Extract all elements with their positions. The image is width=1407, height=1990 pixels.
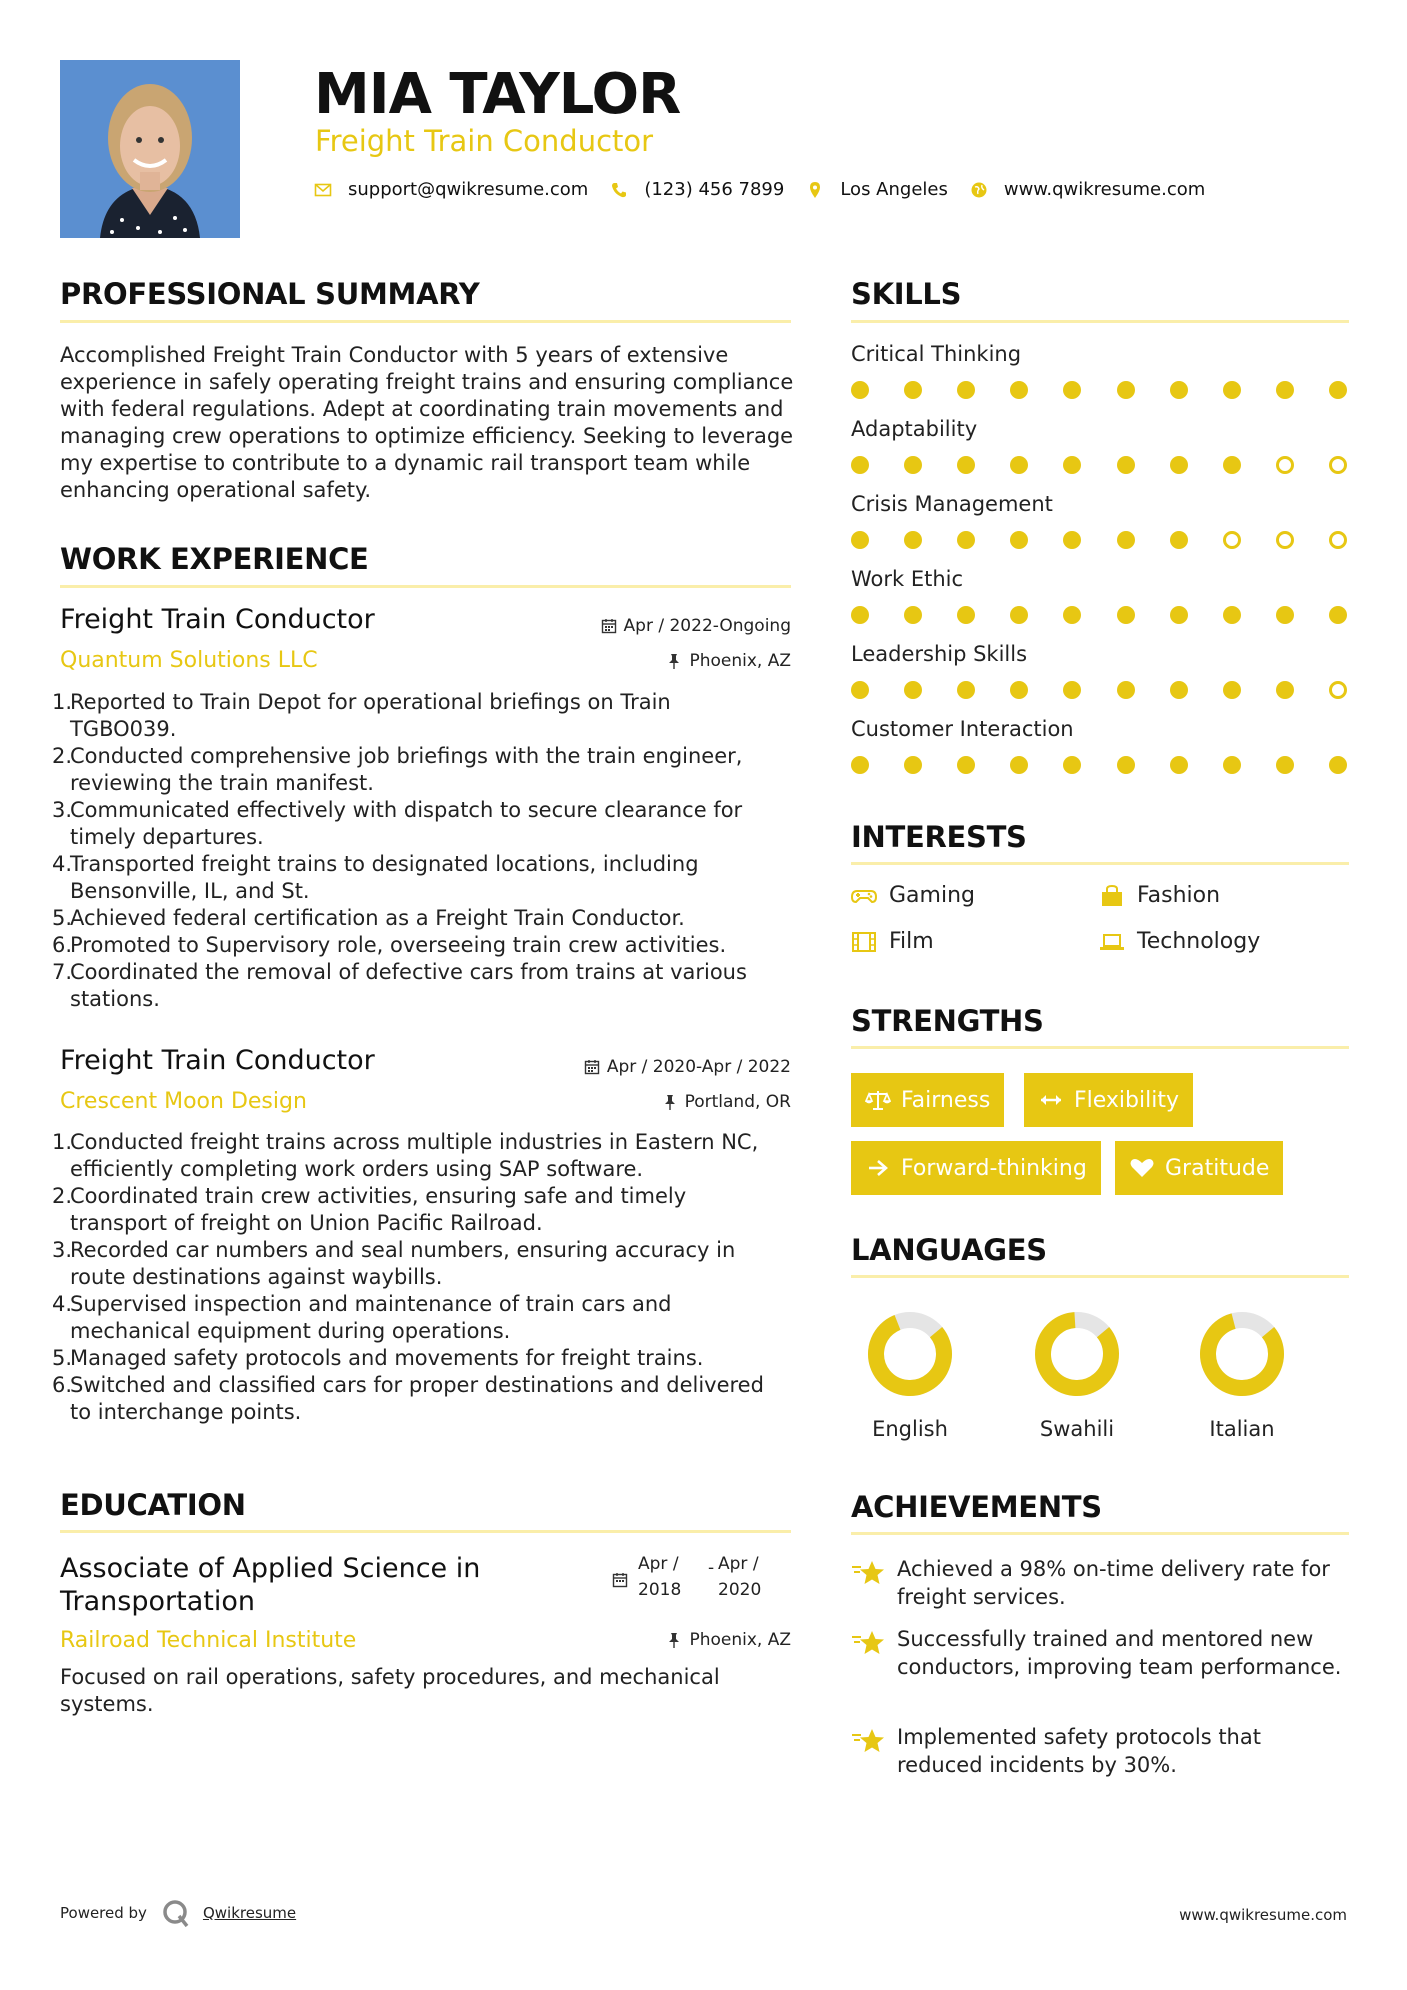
skill-name: Adaptability	[851, 417, 978, 441]
rating-dot-filled	[1276, 606, 1294, 624]
education-location	[500, 1630, 791, 1650]
interest-gaming	[851, 883, 975, 908]
job-2-title: Freight Train Conductor	[60, 1045, 375, 1076]
achievement-text: Implemented safety protocols that reduced incidents by 30%.	[897, 1725, 1261, 1777]
interest-label: Technology	[1137, 929, 1261, 954]
phone-text: (123) 456 7899	[644, 179, 785, 200]
rating-dot-filled	[1170, 531, 1188, 549]
interest-label: Gaming	[889, 883, 975, 908]
envelope-icon	[314, 181, 332, 199]
job-1-dates	[500, 616, 791, 636]
skill-rating	[851, 606, 1347, 624]
rating-dot-filled	[904, 381, 922, 399]
pushpin-icon	[666, 653, 682, 669]
edu-end-month: Apr /	[718, 1554, 759, 1574]
rating-dot-filled	[1276, 381, 1294, 399]
strength-flexibility	[1024, 1073, 1193, 1127]
interest-fashion	[1099, 883, 1220, 908]
edu-start-year: 2018	[638, 1580, 682, 1600]
job-1-dates-text: Apr / 2022-Ongoing	[623, 616, 791, 636]
skill-rating	[851, 531, 1347, 549]
rating-dot-filled	[1223, 756, 1241, 774]
education-dates	[610, 1554, 770, 1604]
edu-date-dash: -	[708, 1558, 715, 1578]
list-item: 2. Coordinated train crew activities, ensuring safe and timely transport of freight on Union Pacific Railroad.	[52, 1184, 687, 1235]
rating-dot-empty	[1329, 531, 1347, 549]
rating-dot-empty	[1276, 531, 1294, 549]
rating-dot-filled	[1063, 381, 1081, 399]
rating-dot-filled	[1170, 606, 1188, 624]
rating-dot-filled	[904, 756, 922, 774]
list-item: 5. Achieved federal certification as a Freight Train Conductor.	[52, 906, 685, 930]
summary-heading: PROFESSIONAL SUMMARY	[60, 277, 480, 311]
language-ring	[865, 1309, 955, 1399]
skill-name: Leadership Skills	[851, 642, 1028, 666]
job-2-location-text: Portland, OR	[684, 1092, 791, 1112]
rating-dot-filled	[1170, 456, 1188, 474]
candidate-name: MIA TAYLOR	[314, 62, 681, 127]
strength-fairness	[851, 1073, 1004, 1127]
achievement-item	[851, 1723, 1351, 1779]
contact-website[interactable]	[970, 179, 1205, 200]
calendar-icon	[584, 1059, 600, 1075]
film-icon	[851, 931, 877, 953]
job-1-location-text: Phoenix, AZ	[689, 651, 791, 671]
education-heading: EDUCATION	[60, 1488, 246, 1522]
list-item: 2. Conducted comprehensive job briefings with the train engineer, reviewing the train manifest.	[52, 744, 743, 795]
list-item: 3. Communicated effectively with dispatch to secure clearance for timely departures.	[52, 798, 743, 849]
job-2-bullets	[52, 1129, 782, 1426]
rating-dot-filled	[957, 756, 975, 774]
contact-location	[806, 179, 948, 200]
rating-dot-filled	[851, 531, 869, 549]
rating-dot-filled	[1063, 456, 1081, 474]
strength-label: Forward-thinking	[901, 1155, 1087, 1181]
profile-photo	[60, 60, 240, 238]
rating-dot-filled	[1010, 456, 1028, 474]
skill-rating	[851, 681, 1347, 699]
rating-dot-filled	[957, 531, 975, 549]
strength-label: Gratitude	[1165, 1155, 1270, 1181]
rating-dot-filled	[851, 456, 869, 474]
rating-dot-filled	[1010, 606, 1028, 624]
pushpin-icon	[666, 1632, 682, 1648]
language-ring	[1032, 1309, 1122, 1399]
interest-label: Fashion	[1137, 883, 1221, 908]
portrait-image	[60, 60, 240, 238]
rating-dot-filled	[1170, 381, 1188, 399]
footer-url[interactable]: www.qwikresume.com	[1179, 1906, 1347, 1924]
powered-by-text: Powered by	[60, 1904, 147, 1922]
education-location-text: Phoenix, AZ	[689, 1630, 791, 1650]
interests-divider	[851, 862, 1349, 865]
rating-dot-filled	[1170, 756, 1188, 774]
skills-heading: SKILLS	[851, 277, 962, 311]
job-2-dates	[480, 1057, 791, 1077]
list-item: 4. Transported freight trains to designated locations, including Bensonville, IL, and St.	[52, 852, 699, 903]
skill-name: Crisis Management	[851, 492, 1053, 516]
language-ring	[1197, 1309, 1287, 1399]
rating-dot-filled	[1223, 456, 1241, 474]
rating-dot-filled	[1010, 531, 1028, 549]
rating-dot-filled	[1117, 756, 1135, 774]
languages-divider	[851, 1275, 1349, 1278]
strength-label: Flexibility	[1074, 1087, 1179, 1113]
calendar-icon	[601, 618, 617, 634]
shopping-bag-icon	[1099, 885, 1125, 907]
summary-text: Accomplished Freight Train Conductor with 5 years of extensive experience in safely operating freight trains and ensuring compliance with federal regulations. Adept at coordinating train movements and managing crew operations to optimize efficiency. Seeking to leverage my expertise to contribute to a dynamic rail transport team while enhancing operational safety.	[60, 343, 794, 502]
map-pin-icon	[806, 181, 824, 199]
rating-dot-filled	[904, 606, 922, 624]
skill-rating	[851, 456, 1347, 474]
list-item: 7. Coordinated the removal of defective cars from trains at various stations.	[52, 960, 747, 1011]
rating-dot-filled	[1010, 681, 1028, 699]
degree-title	[60, 1552, 520, 1618]
rating-dot-filled	[851, 681, 869, 699]
star-badge-icon	[851, 1559, 885, 1589]
rating-dot-filled	[957, 606, 975, 624]
skill-name: Customer Interaction	[851, 717, 1074, 741]
list-item: 6. Promoted to Supervisory role, overseeing train crew activities.	[52, 933, 727, 957]
rating-dot-empty	[1329, 456, 1347, 474]
education-divider	[60, 1530, 791, 1533]
rating-dot-filled	[1276, 756, 1294, 774]
website-text: www.qwikresume.com	[1003, 179, 1206, 200]
rating-dot-filled	[1117, 456, 1135, 474]
achievement-item	[851, 1625, 1351, 1681]
work-divider	[60, 585, 791, 588]
achievements-heading: ACHIEVEMENTS	[851, 1490, 1102, 1524]
balance-scale-icon	[865, 1089, 891, 1111]
job-1-company: Quantum Solutions LLC	[60, 648, 318, 673]
rating-dot-filled	[1329, 756, 1347, 774]
rating-dot-filled	[1117, 606, 1135, 624]
job-1-location	[500, 651, 791, 671]
language-name: English	[872, 1417, 948, 1441]
globe-icon	[970, 181, 988, 199]
interests-heading: INTERESTS	[851, 820, 1027, 854]
phone-icon	[610, 181, 628, 199]
list-item: 3. Recorded car numbers and seal numbers, ensuring accuracy in route destinations against waybills.	[52, 1238, 736, 1289]
rating-dot-filled	[1063, 531, 1081, 549]
contact-bar	[314, 179, 1227, 200]
achievement-text: Achieved a 98% on-time delivery rate for freight services.	[897, 1557, 1330, 1609]
rating-dot-filled	[851, 756, 869, 774]
list-item: 1. Reported to Train Depot for operational briefings on Train TGBO039.	[52, 690, 671, 741]
email-text: support@qwikresume.com	[348, 179, 589, 200]
job-1-bullets	[52, 689, 782, 1013]
candidate-title: Freight Train Conductor	[315, 124, 654, 158]
rating-dot-filled	[1010, 381, 1028, 399]
edu-start-month: Apr /	[638, 1554, 679, 1574]
list-item: 4. Supervised inspection and maintenance of train cars and mechanical equipment during operations.	[52, 1292, 672, 1343]
rating-dot-filled	[1063, 606, 1081, 624]
job-1-title: Freight Train Conductor	[60, 604, 375, 635]
skill-rating	[851, 756, 1347, 774]
languages-heading: LANGUAGES	[851, 1233, 1047, 1267]
pushpin-icon	[662, 1094, 678, 1110]
interest-film	[851, 929, 934, 954]
rating-dot-filled	[1063, 756, 1081, 774]
edu-end-year: 2020	[718, 1580, 762, 1600]
rating-dot-filled	[904, 456, 922, 474]
job-2-location	[500, 1092, 791, 1112]
rating-dot-empty	[1276, 456, 1294, 474]
arrow-right-icon	[865, 1157, 891, 1179]
rating-dot-filled	[904, 531, 922, 549]
arrows-horizontal-icon	[1038, 1089, 1064, 1111]
contact-phone[interactable]	[610, 179, 784, 200]
star-badge-icon	[851, 1727, 885, 1757]
strength-gratitude	[1115, 1141, 1283, 1195]
strengths-heading: STRENGTHS	[851, 1004, 1044, 1038]
laptop-icon	[1099, 931, 1125, 953]
rating-dot-filled	[957, 381, 975, 399]
location-text: Los Angeles	[840, 179, 948, 200]
rating-dot-filled	[1117, 681, 1135, 699]
skills-divider	[851, 320, 1349, 323]
degree-line-2: Transportation	[60, 1586, 255, 1617]
footer-powered-by	[60, 1898, 296, 1928]
rating-dot-filled	[904, 681, 922, 699]
strengths-divider	[851, 1046, 1349, 1049]
achievement-item	[851, 1555, 1351, 1611]
rating-dot-filled	[1329, 381, 1347, 399]
education-description: Focused on rail operations, safety procedures, and mechanical systems.	[60, 1665, 720, 1716]
rating-dot-empty	[1223, 531, 1241, 549]
rating-dot-filled	[957, 681, 975, 699]
rating-dot-filled	[1223, 681, 1241, 699]
gamepad-icon	[851, 885, 877, 907]
rating-dot-filled	[1063, 681, 1081, 699]
star-badge-icon	[851, 1629, 885, 1659]
work-heading: WORK EXPERIENCE	[60, 542, 369, 576]
brand-link[interactable]: Qwikresume	[202, 1904, 297, 1922]
achievements-divider	[851, 1532, 1349, 1535]
job-2-dates-text: Apr / 2020-Apr / 2022	[606, 1057, 791, 1077]
rating-dot-filled	[851, 381, 869, 399]
rating-dot-empty	[1329, 681, 1347, 699]
qwikresume-logo-icon	[161, 1898, 191, 1928]
list-item: 6. Switched and classified cars for proper destinations and delivered to interchange points.	[52, 1373, 764, 1424]
strength-forward-thinking	[851, 1141, 1101, 1195]
rating-dot-filled	[1223, 381, 1241, 399]
rating-dot-filled	[1117, 531, 1135, 549]
strength-label: Fairness	[901, 1087, 991, 1113]
language-name: Swahili	[1039, 1417, 1115, 1441]
list-item: 5. Managed safety protocols and movements for freight trains.	[52, 1346, 704, 1370]
skill-name: Work Ethic	[851, 567, 964, 591]
skill-rating	[851, 381, 1347, 399]
interest-label: Film	[889, 929, 934, 954]
rating-dot-filled	[1117, 381, 1135, 399]
rating-dot-filled	[1329, 606, 1347, 624]
interest-technology	[1099, 929, 1260, 954]
skill-name: Critical Thinking	[851, 342, 1022, 366]
rating-dot-filled	[957, 456, 975, 474]
school-name: Railroad Technical Institute	[60, 1628, 357, 1653]
list-item: 1. Conducted freight trains across multiple industries in Eastern NC, efficiently completing work orders using SAP software.	[52, 1130, 759, 1181]
contact-email[interactable]	[314, 179, 588, 200]
calendar-icon	[612, 1572, 628, 1588]
degree-line-1: Associate of Applied Science in	[60, 1553, 481, 1584]
rating-dot-filled	[1223, 606, 1241, 624]
rating-dot-filled	[851, 606, 869, 624]
language-name: Italian	[1209, 1417, 1275, 1441]
job-2-company: Crescent Moon Design	[60, 1089, 307, 1114]
heart-icon	[1129, 1157, 1155, 1179]
rating-dot-filled	[1010, 756, 1028, 774]
achievement-text: Successfully trained and mentored new conductors, improving team performance.	[897, 1627, 1342, 1679]
summary-divider	[60, 320, 791, 323]
rating-dot-filled	[1276, 681, 1294, 699]
rating-dot-filled	[1170, 681, 1188, 699]
